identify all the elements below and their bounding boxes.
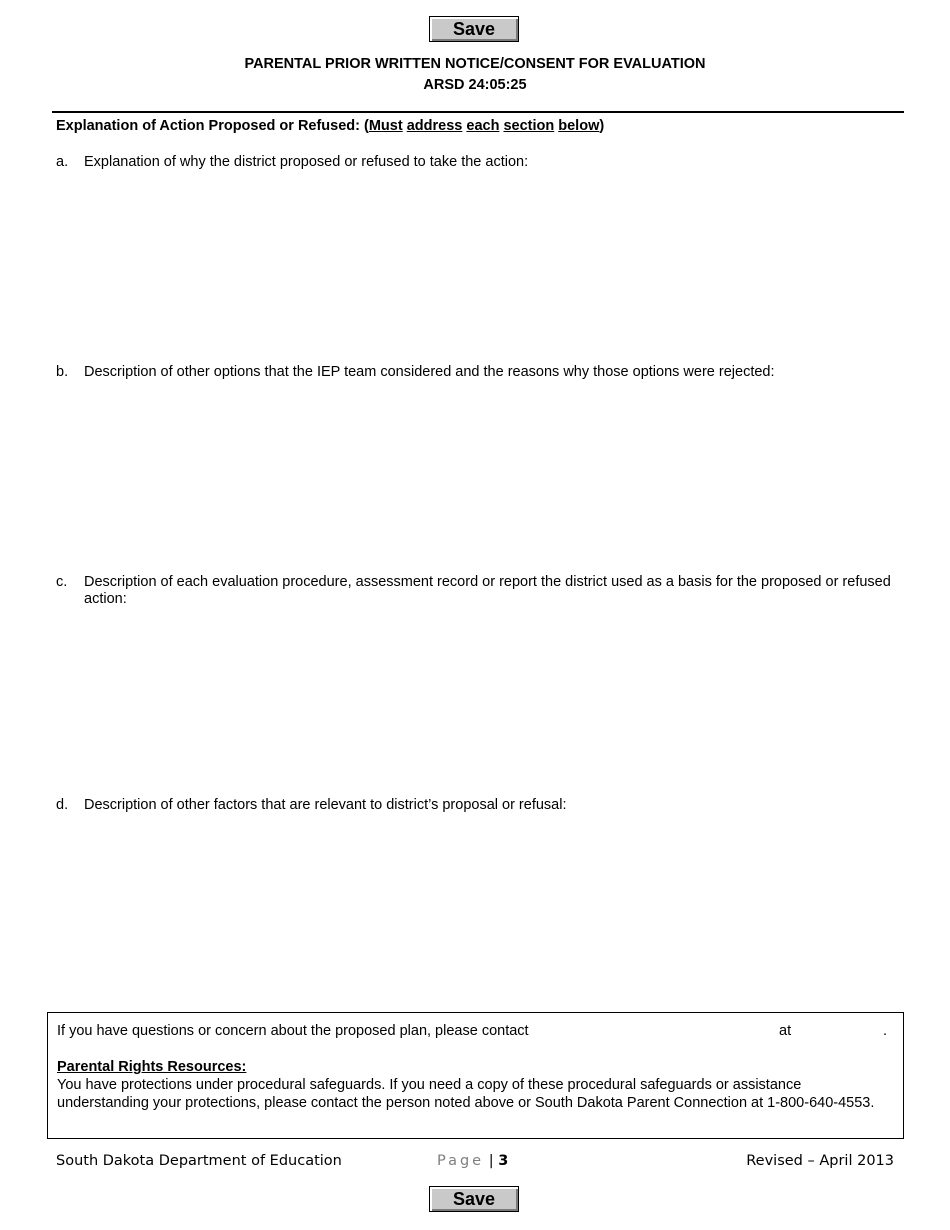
contact-period: . (883, 1023, 888, 1039)
heading-word-each: each (466, 118, 500, 134)
contact-prompt: If you have questions or concern about the proposed plan, please contact (57, 1023, 529, 1039)
section-letter: d. (56, 797, 69, 813)
parental-rights-text: You have protections under procedural safeguards. If you need a copy of these procedural safeguards or assistance understanding your protections, please contact the person noted above or South Dakota Parent Connection at 1-800-640-4553. (57, 1077, 875, 1111)
section-b-prompt: Description of other options that the IEP team considered and the reasons why those options were rejected: (84, 364, 775, 380)
heading-word-must: Must (368, 118, 403, 134)
section-a-prompt: Explanation of why the district proposed or refused to take the action: (84, 154, 529, 170)
parental-rights-heading: Parental Rights Resources: (57, 1059, 247, 1075)
section-d-prompt: Description of other factors that are relevant to district’s proposal or refusal: (84, 797, 567, 813)
section-letter: a. (56, 154, 69, 170)
footer-revised: Revised – April 2013 (746, 1153, 894, 1169)
page-label: Page (437, 1153, 485, 1169)
heading-word-section: section (503, 118, 555, 134)
section-letter: b. (56, 364, 69, 380)
footer-organization: South Dakota Department of Education (56, 1153, 342, 1169)
contact-at-label: at (779, 1023, 792, 1039)
explanation-heading-lead: Explanation of Action Proposed or Refused: ( (56, 118, 369, 134)
heading-word-below: below (558, 118, 600, 134)
explanation-heading-close: ) (599, 118, 605, 134)
section-a (56, 154, 902, 171)
save-button-bottom[interactable]: Save (429, 1186, 519, 1212)
explanation-heading (56, 118, 604, 134)
page-separator: | (488, 1153, 494, 1169)
section-letter: c. (56, 574, 68, 590)
heading-word-address: address (406, 118, 463, 134)
header-divider (52, 111, 904, 113)
form-statute: ARSD 24:05:25 (423, 77, 527, 93)
section-d (56, 797, 902, 814)
form-title: PARENTAL PRIOR WRITTEN NOTICE/CONSENT FOR EVALUATION (244, 56, 706, 72)
section-b (56, 364, 902, 381)
page-number (437, 1153, 508, 1169)
save-button-top[interactable]: Save (429, 16, 519, 42)
section-c-prompt: Description of each evaluation procedure, assessment record or report the district used as a basis for the proposed or refused action: (84, 574, 891, 607)
page-number-value: 3 (498, 1153, 509, 1169)
section-c (56, 574, 902, 608)
contact-box (47, 1012, 904, 1139)
